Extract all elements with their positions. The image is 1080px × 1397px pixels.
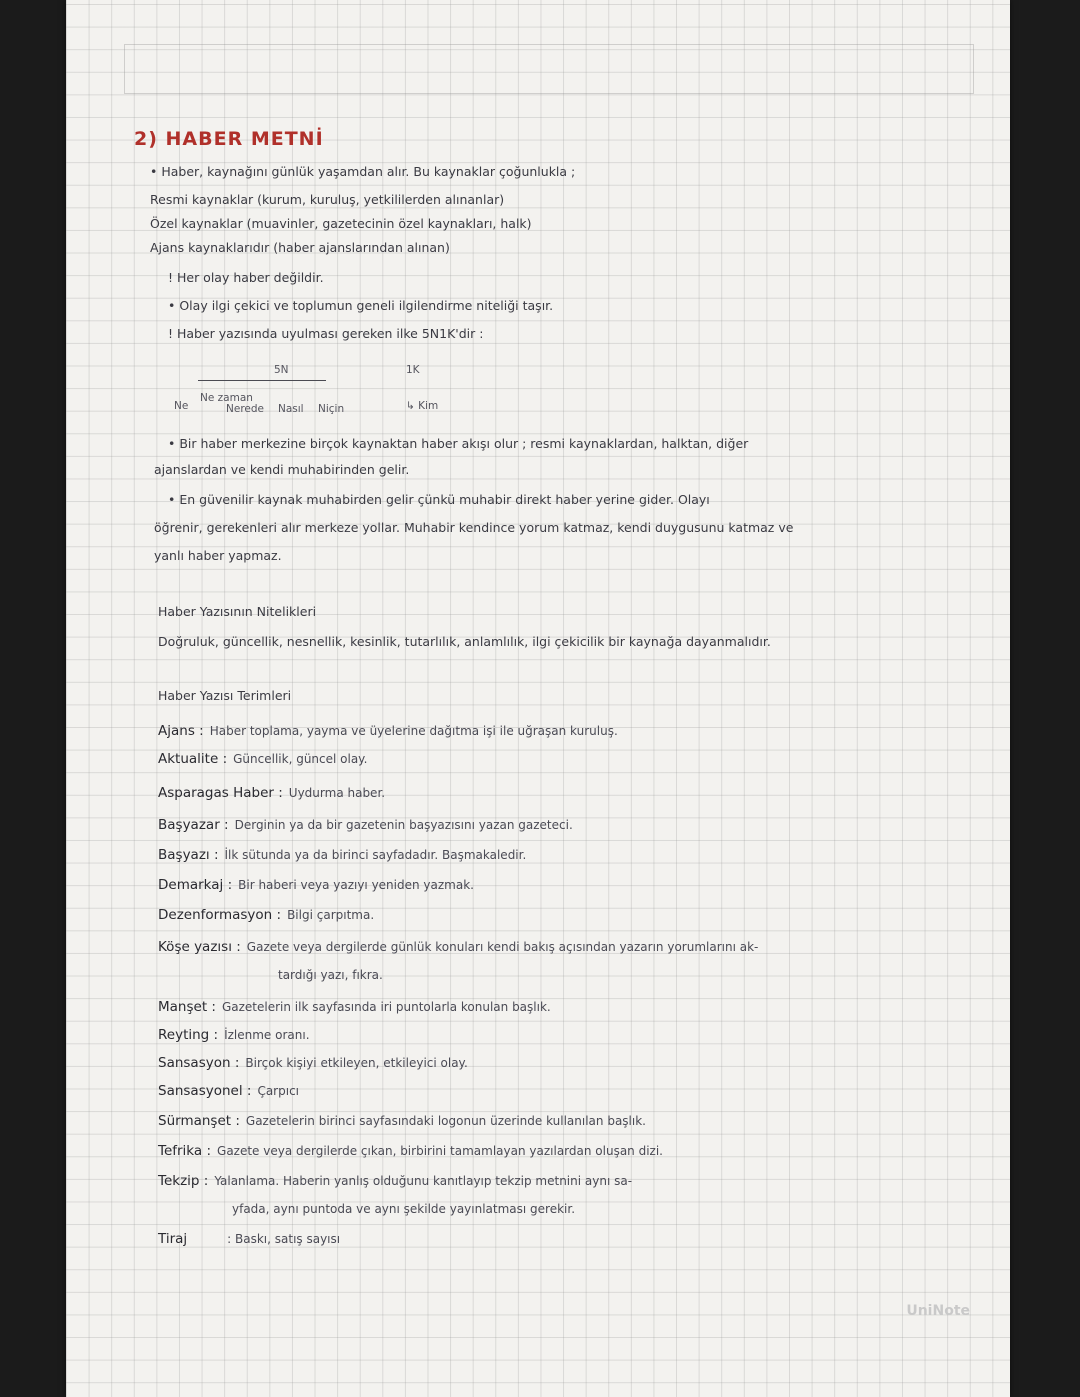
term-name: Reyting : xyxy=(158,1027,219,1043)
intro-line: Özel kaynaklar (muavinler, gazetecinin özel kaynakları, halk) xyxy=(150,216,532,231)
term-row xyxy=(158,814,573,833)
term-name: Tiraj xyxy=(158,1231,188,1247)
term-name: Tekzip : xyxy=(158,1173,209,1189)
term-row xyxy=(158,844,526,863)
header-box xyxy=(124,44,974,94)
term-row xyxy=(158,1080,299,1099)
term-row xyxy=(272,964,383,983)
term-name: Başyazar : xyxy=(158,817,229,833)
paragraph-line: • En güvenilir kaynak muhabirden gelir çünkü muhabir direkt haber yerine gider. Olayı xyxy=(168,492,710,507)
term-row xyxy=(158,720,618,739)
term-name: Sansasyonel : xyxy=(158,1083,252,1099)
term-row xyxy=(158,1110,646,1129)
term-row xyxy=(158,1170,632,1189)
diagram-1k: 1K xyxy=(406,364,420,376)
term-definition: yfada, aynı puntoda ve aynı şekilde yayınlatması gerekir. xyxy=(232,1202,576,1216)
term-definition: Gazetelerin ilk sayfasında iri puntolarla konulan başlık. xyxy=(221,1000,551,1014)
term-definition: İlk sütunda ya da birinci sayfadadır. Başmakaledir. xyxy=(224,848,527,862)
watermark: UniNote xyxy=(906,1303,970,1319)
term-definition: Gazete veya dergilerde çıkan, birbirini tamamlayan yazılardan oluşan dizi. xyxy=(217,1144,663,1158)
term-definition: Yalanlama. Haberin yanlış olduğunu kanıtlayıp tekzip metnini aynı sa- xyxy=(214,1174,633,1188)
term-name: Sansasyon : xyxy=(158,1055,240,1071)
term-name: Demarkaj : xyxy=(158,877,233,893)
term-definition: Haber toplama, yayma ve üyelerine dağıtma işi ile uğraşan kuruluş. xyxy=(209,724,618,738)
term-row xyxy=(158,1140,663,1159)
diagram-bracket-line xyxy=(198,380,326,381)
diagram-label: Nerede xyxy=(226,403,264,415)
term-name: Tefrika : xyxy=(158,1143,212,1159)
notebook-page xyxy=(66,0,1010,1397)
term-name: Başyazı : xyxy=(158,847,219,863)
diagram-label: Ne zaman xyxy=(200,392,253,404)
paragraph-line: yanlı haber yapmaz. xyxy=(154,548,282,563)
term-definition: tardığı yazı, fıkra. xyxy=(278,968,383,982)
intro-line: Ajans kaynaklarıdır (haber ajanslarından alınan) xyxy=(150,240,450,255)
paragraph-line: ajanslardan ve kendi muhabirinden gelir. xyxy=(154,462,410,477)
diagram-5n: 5N xyxy=(274,364,289,376)
term-row xyxy=(158,1024,310,1043)
term-definition: Güncellik, güncel olay. xyxy=(233,752,368,766)
term-definition: Bir haberi veya yazıyı yeniden yazmak. xyxy=(238,878,474,892)
term-row xyxy=(158,1228,340,1247)
page-title: 2) HABER METNİ xyxy=(134,128,324,150)
paragraph-line: öğrenir, gerekenleri alır merkeze yollar. Muhabir kendince yorum katmaz, kendi duygusunu katmaz ve xyxy=(154,520,794,535)
term-row xyxy=(226,1198,575,1217)
term-definition: Derginin ya da bir gazetenin başyazısını yazan gazeteci. xyxy=(234,818,573,832)
section-title: Haber Yazısının Nitelikleri xyxy=(158,604,317,619)
term-definition: Gazetelerin birinci sayfasındaki logonun üzerinde kullanılan başlık. xyxy=(245,1114,646,1128)
term-row xyxy=(158,874,474,893)
intro-line: Resmi kaynaklar (kurum, kuruluş, yetkililerden alınanlar) xyxy=(150,192,505,207)
term-row xyxy=(158,936,758,955)
section-title: Haber Yazısı Terimleri xyxy=(158,688,292,703)
note-line: ! Haber yazısında uyulması gereken ilke 5N1K'dir : xyxy=(168,326,484,341)
intro-line: • Haber, kaynağını günlük yaşamdan alır. Bu kaynaklar çoğunlukla ; xyxy=(150,164,576,179)
term-name: Ajans : xyxy=(158,723,204,739)
term-definition: Birçok kişiyi etkileyen, etkileyici olay. xyxy=(245,1056,468,1070)
term-definition: İzlenme oranı. xyxy=(224,1028,310,1042)
term-row xyxy=(158,748,367,767)
term-definition: Gazete veya dergilerde günlük konuları kendi bakış açısından yazarın yorumlarını ak- xyxy=(246,940,759,954)
diagram-label: Ne xyxy=(174,400,189,412)
term-row xyxy=(158,782,385,801)
term-row xyxy=(158,996,551,1015)
diagram-kim: ↳ Kim xyxy=(406,400,439,412)
term-definition: Uydurma haber. xyxy=(288,786,386,800)
term-row xyxy=(158,904,374,923)
term-name: Sürmanşet : xyxy=(158,1113,240,1129)
diagram-label: Niçin xyxy=(318,403,345,415)
term-definition: Bilgi çarpıtma. xyxy=(287,908,375,922)
note-line: • Olay ilgi çekici ve toplumun geneli ilgilendirme niteliği taşır. xyxy=(168,298,554,313)
term-name: Manşet : xyxy=(158,999,216,1015)
term-definition: : Baskı, satış sayısı xyxy=(227,1232,341,1246)
term-row xyxy=(158,1052,468,1071)
term-name: Asparagas Haber : xyxy=(158,785,283,801)
term-name: Aktualite : xyxy=(158,751,228,767)
term-definition: Çarpıcı xyxy=(257,1084,300,1098)
term-name: Dezenformasyon : xyxy=(158,907,282,923)
paragraph-line: • Bir haber merkezine birçok kaynaktan haber akışı olur ; resmi kaynaklardan, halktan, diğer xyxy=(168,436,749,451)
note-line: ! Her olay haber değildir. xyxy=(168,270,324,285)
term-name: Köşe yazısı : xyxy=(158,939,241,955)
section-text: Doğruluk, güncellik, nesnellik, kesinlik, tutarlılık, anlamlılık, ilgi çekicilik bir kaynağa dayanmalıdır. xyxy=(158,634,771,649)
diagram-label: Nasıl xyxy=(278,403,304,415)
